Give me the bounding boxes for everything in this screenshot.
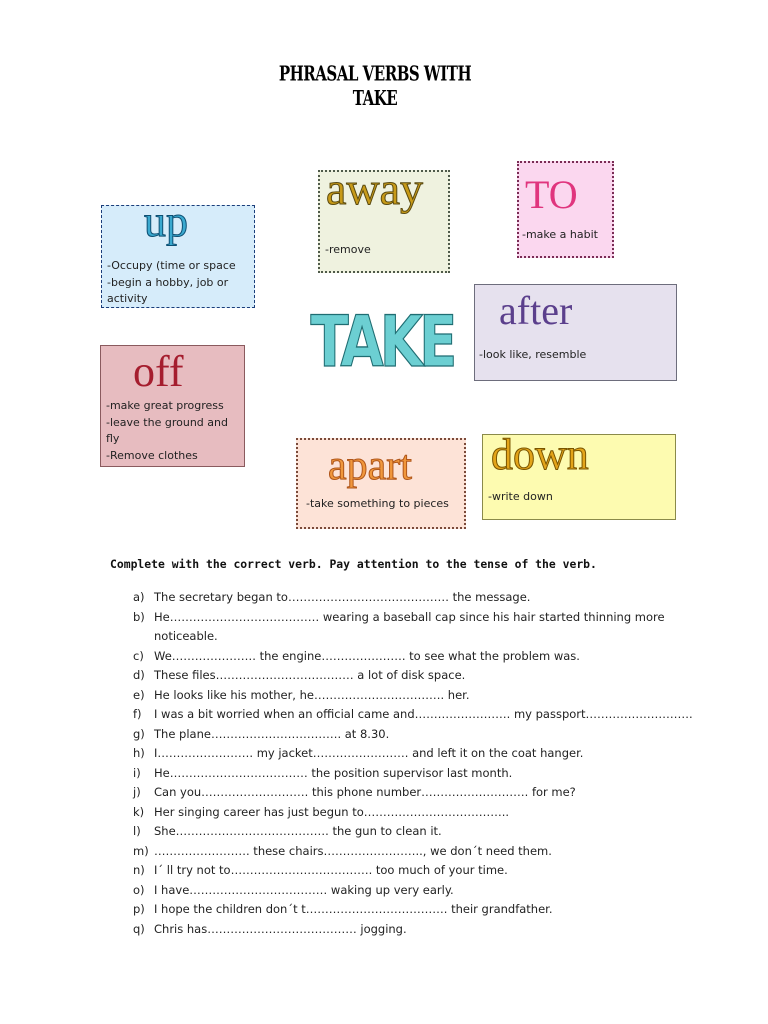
card-take-off: [100, 345, 245, 467]
exercise-letter: c): [133, 648, 144, 663]
exercise-item: [133, 608, 693, 647]
card-take-up: [101, 197, 255, 308]
card-take-to: [517, 161, 614, 258]
exercise-item: [133, 803, 693, 823]
exercise-item: [133, 686, 693, 706]
exercise-letter: j): [133, 785, 141, 799]
exercise-item: [133, 900, 693, 920]
card-take-apart: [296, 438, 466, 529]
card-word-off: off: [133, 347, 184, 396]
card-word-to: TO: [525, 172, 578, 217]
exercise-sentence: He……………………………… the position supervisor last month.: [154, 765, 513, 780]
exercise-letter: a): [133, 590, 145, 604]
exercise-letter: f): [133, 707, 142, 721]
exercise-list: [133, 588, 693, 939]
card-take-down: [482, 430, 676, 520]
exercise-item: [133, 881, 693, 901]
card-take-away: [318, 163, 450, 273]
card-definition: -write down: [488, 490, 553, 503]
exercise-sentence: I´ ll try not to………………………………. too much of your time.: [154, 863, 508, 877]
card-definition: -make great progress: [106, 399, 224, 412]
exercise-letter: n): [133, 863, 145, 877]
exercise-sentence: Her singing career has just begun to………………………………..: [154, 804, 510, 819]
exercise-letter: q): [133, 921, 145, 936]
exercise-sentence: The plane……………………………. at 8.30.: [154, 726, 390, 741]
card-definition-list: [488, 489, 673, 506]
card-definition: -leave the ground and fly: [106, 415, 228, 445]
card-word-away: away: [326, 163, 424, 214]
page-title: PHRASAL VERBS WITH TAKE: [278, 61, 472, 111]
card-word-up: up: [144, 197, 188, 246]
exercise-item: [133, 744, 693, 764]
exercise-sentence: She…………………………………. the gun to clean it.: [154, 824, 442, 838]
exercise-sentence: I hope the children don´t t………………………………. their grandfather.: [154, 902, 553, 916]
exercise-sentence: I……………………. my jacket……………………. and left it on the coat hanger.: [154, 746, 584, 760]
card-definition-list: [106, 398, 242, 464]
exercise-sentence: ……………………. these chairs…………………….., we don´t need them.: [154, 843, 552, 858]
exercise-sentence: I have……………………………… waking up very early.: [154, 882, 454, 897]
exercise-item: [133, 705, 693, 725]
card-word-apart: apart: [328, 443, 412, 489]
exercise-item: [133, 822, 693, 842]
card-definition: -make a habit: [522, 228, 598, 241]
card-word-down: down: [491, 430, 589, 479]
card-definition: -look like, resemble: [479, 348, 587, 361]
exercise-letter: e): [133, 687, 145, 702]
card-definition-list: [522, 227, 612, 244]
center-word-take: TAKE: [310, 301, 454, 383]
exercise-letter: p): [133, 902, 145, 916]
exercise-item: [133, 920, 693, 940]
exercise-letter: m): [133, 843, 149, 858]
exercise-letter: g): [133, 726, 145, 741]
exercise-item: [133, 725, 693, 745]
card-definition-list: [306, 496, 464, 513]
exercise-letter: h): [133, 746, 145, 760]
card-definition: -begin a hobby, job or activity: [107, 275, 229, 305]
exercise-letter: i): [133, 765, 141, 780]
exercise-sentence: I was a bit worried when an official came and……………………. my passport……………………….: [154, 707, 693, 721]
exercise-sentence: He looks like his mother, he……………………………. her.: [154, 687, 470, 702]
card-word-after: after: [499, 288, 573, 333]
card-take-after: [474, 284, 677, 381]
exercise-item: [133, 666, 693, 686]
card-definition-list: [479, 347, 673, 364]
card-definition: -take something to pieces: [306, 497, 449, 510]
card-definition-list: [107, 258, 253, 308]
exercise-item: [133, 842, 693, 862]
exercise-letter: l): [133, 824, 141, 838]
exercise-item: [133, 783, 693, 803]
card-definition: -Occupy (time or space: [107, 259, 236, 272]
exercise-sentence: Chris has………………………………… jogging.: [154, 921, 407, 936]
exercise-letter: o): [133, 882, 145, 897]
exercise-sentence: Can you………………………. this phone number………………………. for me?: [154, 785, 576, 799]
card-definition-list: [325, 242, 447, 259]
exercise-sentence: We…………………. the engine…………………. to see what the problem was.: [154, 648, 580, 663]
exercise-sentence: He………………………………… wearing a baseball cap since his hair started thinning more noticeable.: [154, 609, 665, 643]
exercise-item: [133, 588, 693, 608]
exercise-letter: d): [133, 668, 145, 682]
exercise-instruction: Complete with the correct verb. Pay attention to the tense of the verb.: [110, 557, 597, 571]
card-definition: -Remove clothes: [106, 448, 198, 462]
exercise-item: [133, 764, 693, 784]
exercise-letter: b): [133, 609, 145, 624]
card-definition: -remove: [325, 243, 371, 256]
exercise-letter: k): [133, 804, 145, 819]
exercise-sentence: The secretary began to…………………………………… the message.: [154, 590, 531, 604]
exercise-item: [133, 647, 693, 667]
exercise-item: [133, 861, 693, 881]
exercise-sentence: These files……………………………… a lot of disk space.: [154, 668, 466, 682]
